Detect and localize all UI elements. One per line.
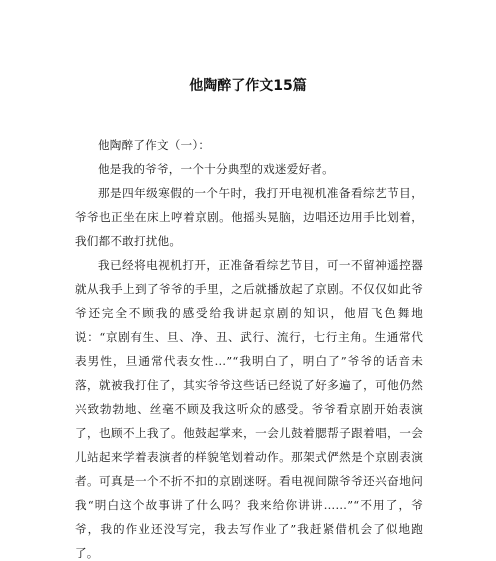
document-body: [75, 133, 423, 561]
document-title: 他陶醉了作文15篇: [189, 78, 307, 94]
paragraph: 他陶醉了作文（一）：: [98, 138, 211, 152]
paragraph: 我已经将电视机打开，正准备看综艺节目，可一不留神遥控器就从我手上到了爷爷的手里，之后就播放起了京剧。不仅仅如此爷爷还完全不顾我的感受给我讲起京剧的知识，他眉飞色舞地说：“京剧有生、旦、净、丑、武行、流行，七行主角。生通常代表男性，旦通常代表女性…”“我明白了，明白了”爷爷的话音未落，就被我打住了，其实爷爷这些话已经说了好多遍了，可他仍然兴致勃勃地、丝毫不顾及我这听众的感受。爷爷看京剧开始表演了，也顾不上我了。他鼓起掌来，一会儿鼓着腮帮子跟着唱，一会儿站起来学着表演者的样貌笔划着动作。那架式俨然是个京剧表演者。可真是一个不折不扣的京剧迷呀。看电视间隙爷爷还兴奋地问我“明白这个故事讲了什么吗？我来给你讲讲……”“不用了，爷爷，我的作业还没写完，我去写作业了”我赶紧借机会了似地跑了。: [75, 258, 423, 560]
paragraph: 那是四年级寒假的一个午时，我打开电视机准备看综艺节目，爷爷也正坐在床上哼着京剧。他摇头晃脑，边唱还边用手比划着，我们都不敢打扰他。: [75, 186, 423, 248]
paragraph: 他是我的爷爷，一个十分典型的戏迷爱好者。: [98, 162, 334, 176]
